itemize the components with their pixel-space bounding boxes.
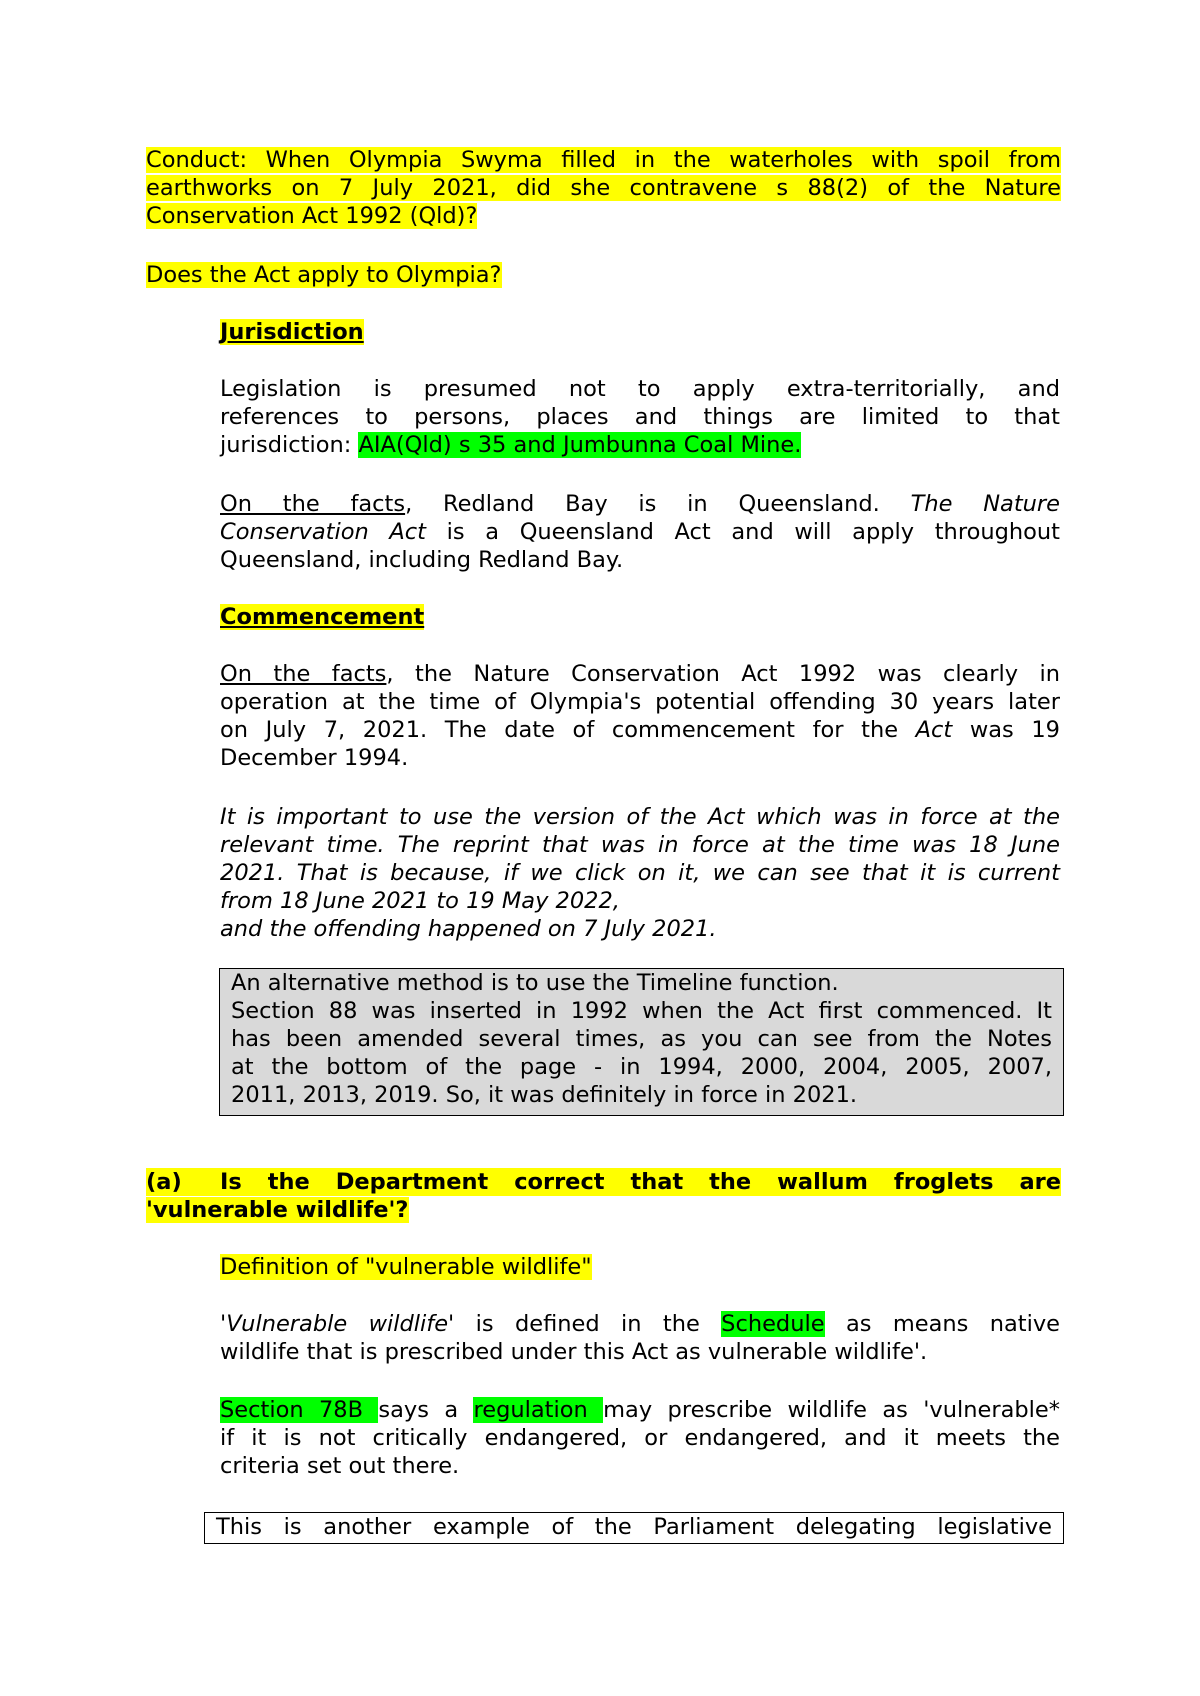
commencement-p1-line-1: , the Nature Conservation Act 1992 was clearly in xyxy=(386,661,1060,687)
timeline-box-line-1: An alternative method is to use the Timeline function. xyxy=(231,970,839,996)
act-name-italic-1: The Nature xyxy=(910,491,1061,517)
act-name-italic-2: Conservation Act xyxy=(220,519,426,545)
jurisdiction-paragraph-2 xyxy=(220,490,1060,574)
on-the-facts-label-2: On the facts xyxy=(220,661,387,687)
delegation-box-line-1: This is another example of the Parliament delegating legislative xyxy=(216,1514,1052,1540)
definition-p2-line-3: criteria set out there. xyxy=(220,1453,460,1479)
commencement-p1-line-3b: was 19 xyxy=(952,717,1060,743)
commencement-heading xyxy=(220,603,1060,631)
definition-heading-text: Definition of "vulnerable wildlife" xyxy=(220,1254,592,1280)
jurisdiction-p2-line-2: is a Queensland Act and will apply throughout xyxy=(426,519,1060,545)
italic-line-3: 2021. That is because, if we click on it, we can see that it is current xyxy=(220,860,1060,886)
vulnerable-wildlife-italic: Vulnerable wildlife xyxy=(226,1311,449,1337)
commencement-paragraph-1 xyxy=(220,660,1060,772)
question-a-text: Is the Department correct that the wallum froglets are xyxy=(220,1169,1061,1195)
definition-p2-line-2: if it is not critically endangered, or endangered, and it meets the xyxy=(220,1425,1060,1451)
italic-line-2: relevant time. The reprint that was in force at the time was 18 June xyxy=(220,832,1060,858)
on-the-facts-label: On the facts xyxy=(220,491,406,517)
definition-p2-b: may prescribe wildlife as 'vulnerable* xyxy=(603,1397,1060,1423)
regulation-highlight: regulation xyxy=(473,1397,604,1423)
timeline-note-box xyxy=(219,968,1064,1116)
quote-open: ' xyxy=(220,1311,227,1337)
apply-question-text: Does the Act apply to Olympia? xyxy=(146,262,502,288)
conduct-paragraph xyxy=(146,146,1061,230)
commencement-heading-text: Commencement xyxy=(220,604,425,630)
timeline-box-line-2: Section 88 was inserted in 1992 when the Act first commenced. It xyxy=(231,998,1052,1024)
question-a-line-2: 'vulnerable wildlife'? xyxy=(146,1197,409,1223)
question-a-line-1 xyxy=(146,1168,1061,1196)
question-a xyxy=(146,1168,1061,1224)
commencement-p1-line-4: December 1994. xyxy=(220,745,409,771)
definition-heading xyxy=(220,1253,1060,1281)
commencement-p1-line-2: operation at the time of Olympia's potential offending 30 years later xyxy=(220,689,1060,715)
aia-citation-highlight: AIA(Qld) s 35 and Jumbunna Coal Mine. xyxy=(358,432,802,458)
commencement-p1-line-3a: on July 7, 2021. The date of commencement for the xyxy=(220,717,916,743)
jurisdiction-heading xyxy=(220,318,1060,346)
jurisdiction-paragraph-1 xyxy=(220,375,1060,459)
timeline-box-line-4: at the bottom of the page - in 1994, 2000, 2004, 2005, 2007, xyxy=(231,1054,1052,1080)
definition-p2-a: says a xyxy=(378,1397,474,1423)
jurisdiction-p1-line-2: references to persons, places and things are limited to that xyxy=(220,404,1060,430)
definition-paragraph-2 xyxy=(220,1396,1060,1480)
italic-line-4: from 18 June 2021 to 19 May 2022, xyxy=(220,888,620,914)
italic-line-5: and the offending happened on 7 July 2021. xyxy=(220,916,717,942)
italic-line-1: It is important to use the version of the Act which was in force at the xyxy=(220,804,1060,830)
timeline-box-line-3: has been amended several times, as you can see from the Notes xyxy=(231,1026,1052,1052)
definition-paragraph-1 xyxy=(220,1310,1060,1366)
jurisdiction-p1-line-1: Legislation is presumed not to apply extra-territorially, and xyxy=(220,376,1060,402)
conduct-line-2: earthworks on 7 July 2021, did she contravene s 88(2) of the Nature xyxy=(146,175,1061,201)
definition-p1-a: ' is defined in the xyxy=(448,1311,722,1337)
conduct-line-3: Conservation Act 1992 (Qld)? xyxy=(146,203,478,229)
apply-question xyxy=(146,261,1061,289)
jurisdiction-p2-line-1: , Redland Bay is in Queensland. xyxy=(405,491,911,517)
delegation-note-box xyxy=(204,1512,1064,1544)
section-78b-highlight: Section 78B xyxy=(220,1397,379,1423)
question-a-label: (a) xyxy=(146,1169,182,1195)
definition-p1-b: as means native xyxy=(824,1311,1061,1337)
jurisdiction-p2-line-3: Queensland, including Redland Bay. xyxy=(220,547,624,573)
act-italic: Act xyxy=(915,717,953,743)
definition-p1-line-2: wildlife that is prescribed under this Act as vulnerable wildlife'. xyxy=(220,1339,928,1365)
jurisdiction-p1-line-3-prefix: jurisdiction: xyxy=(220,432,359,458)
timeline-box-line-5: 2011, 2013, 2019. So, it was definitely in force in 2021. xyxy=(231,1082,858,1108)
schedule-highlight: Schedule xyxy=(721,1311,825,1337)
jurisdiction-heading-text: Jurisdiction xyxy=(220,319,364,345)
conduct-line-1: Conduct: When Olympia Swyma filled in the waterholes with spoil from xyxy=(146,147,1061,173)
commencement-italic-paragraph xyxy=(220,803,1060,943)
